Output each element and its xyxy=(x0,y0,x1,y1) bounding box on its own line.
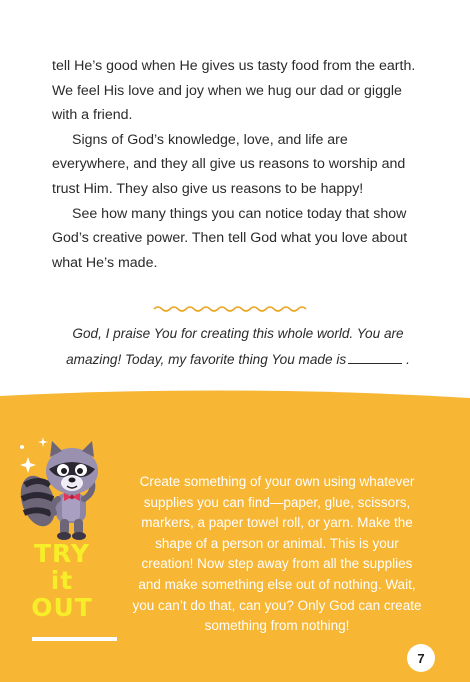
page-number: 7 xyxy=(407,644,435,672)
heading-word-it: it xyxy=(50,566,74,595)
paragraph-1: tell He’s good when He gives us tasty food from the earth. We feel His love and joy when we hug our dad or giggle with a friend. xyxy=(52,58,416,124)
prayer xyxy=(52,321,424,373)
prayer-line-2 xyxy=(52,347,424,373)
heading-word-out: OUT xyxy=(31,593,93,622)
fill-in-blank xyxy=(348,351,402,364)
prayer-line-1: God, I praise You for creating this whole world. You are xyxy=(72,326,404,341)
wavy-divider-icon xyxy=(152,303,312,315)
try-it-out-heading xyxy=(30,540,94,621)
heading-underline xyxy=(32,637,117,641)
prayer-line-2-text: amazing! Today, my favorite thing You made is xyxy=(66,352,347,367)
paragraph-2: Signs of God’s knowledge, love, and life are everywhere, and they all give us reasons to worship and trust Him. They also give us reasons to be happy! xyxy=(52,131,406,197)
raccoon-mascot-icon xyxy=(16,433,112,541)
activity-text xyxy=(129,472,425,637)
prayer-line-2-end: . xyxy=(406,352,410,367)
activity-paragraph: Create something of your own using whatever supplies you can find—paper, glue, scissors, markers, a paper towel roll, or yarn. Make the shape of a person or animal. This is your creation! Now step away from all the supplies and make something else out of nothing. Wait, you can’t do that, can you? Only God can create something from nothing! xyxy=(132,474,422,634)
heading-word-try: TRY xyxy=(33,539,91,568)
paragraph-3: See how many things you can notice today that show God’s creative power. Then tell God what you love about what He’s made. xyxy=(52,205,408,271)
body-text xyxy=(52,54,424,275)
